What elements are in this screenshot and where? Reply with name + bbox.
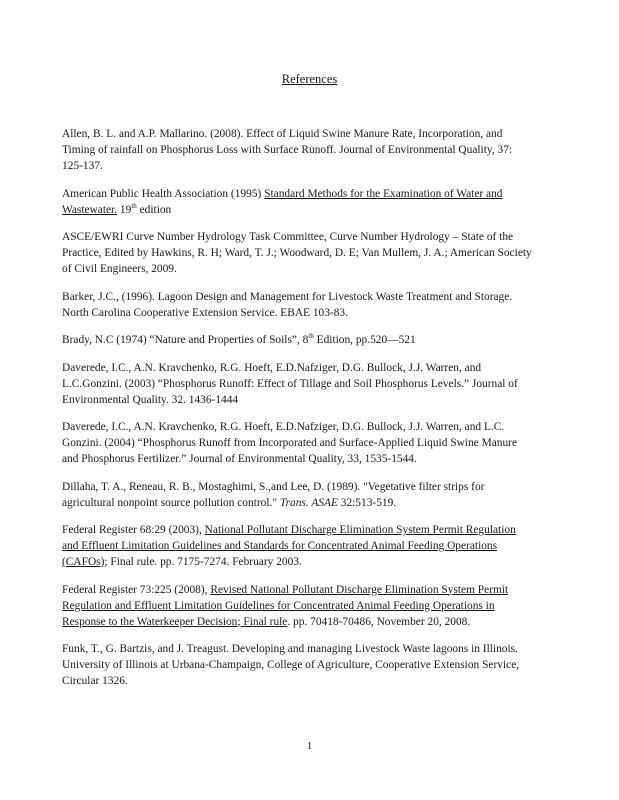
- reference-entry: [62, 479, 532, 511]
- reference-text: Barker, J.C., (1996). Lagoon Design and Management for Livestock Waste Treatment and Storage. North Carolina Cooperative Extension Service. EBAE 103-83.: [62, 290, 513, 319]
- reference-entry: [62, 229, 532, 277]
- reference-entry: [62, 522, 532, 570]
- reference-text: Daverede, I.C., A.N. Kravchenko, R.G. Hoeft, E.D.Nafziger, D.G. Bullock, J.J. Warren, and L.C. Gonzini. (2004) “Phosphorus Runoff from Incorporated and Surface-Applied Liquid Swine Manure and Phosphorus Fertilizer.” Journal of Environmental Quality, 33, 1535-1544.: [62, 421, 517, 465]
- reference-text: Federal Register 73:225 (2008),: [62, 583, 211, 596]
- reference-text: edition: [136, 203, 172, 216]
- reference-text: Federal Register 68:29 (2003),: [62, 524, 205, 536]
- reference-text: ASCE/EWRI Curve Number Hydrology Task Committee, Curve Number Hydrology – State of the Practice, Edited by Hawkins, R. H; Ward, T. J.; Woodward, D. E; Van Mullem, J. A.; American Society of Civil Engineers, 2009.: [62, 231, 532, 275]
- reference-text: Dillaha, T. A., Reneau, R. B., Mostaghimi, S.,and Lee, D. (1989). "Vegetative filter strips for agricultural nonpoint source pollution control.": [62, 480, 485, 509]
- reference-text: Brady, N.C (1974) “Nature and Properties of Soils”, 8: [62, 334, 309, 346]
- reference-text: American Public Health Association (1995): [62, 187, 265, 200]
- reference-text: Allen, B. L. and A.P. Mallarino. (2008). Effect of Liquid Swine Manure Rate, Incorporation, and Timing of rainfall on Phosphorus Loss with Surface Runoff. Journal of Environmental Quality, 37: 125-137.: [62, 128, 513, 172]
- reference-entry: [62, 332, 532, 348]
- reference-text: 32:513-519.: [337, 496, 397, 509]
- reference-entry: [62, 289, 532, 321]
- reference-entry: [62, 360, 532, 408]
- reference-text: . pp. 70418-70486, November 20, 2008.: [287, 615, 471, 628]
- reference-entry: [62, 186, 532, 218]
- reference-entry: [62, 419, 532, 467]
- reference-text: Standard Methods for the Examination of Water and Wastewater.: [62, 187, 503, 216]
- reference-text: Trans. ASAE: [279, 496, 338, 509]
- reference-text: Daverede, I.C., A.N. Kravchenko, R.G. Hoeft, E.D.Nafziger, D.G. Bullock, J.J. Warren, and L.C.Gonzini. (2003) “Phosphorus Runoff: Effect of Tillage and Soil Phosphorus Levels.” Journal of Environmental Quality. 32. 1436-1444: [62, 361, 518, 406]
- reference-text: th: [131, 201, 137, 210]
- reference-text: National Pollutant Discharge Elimination System Permit Regulation and Effluent Limitation Guidelines and Standards for Concentrated Animal Feeding Operations (CAFOs): [62, 524, 516, 568]
- reference-text: ; Final rule. pp. 7175-7274. February 2003.: [104, 556, 302, 568]
- reference-list: [62, 126, 532, 701]
- reference-text: Funk, T., G. Bartzis, and J. Treagust. Developing and managing Livestock Waste lagoons in Illinois. University of Illinois at Urbana-Champaign, College of Agriculture, Cooperative Extension Service, Circular 1326.: [62, 643, 520, 687]
- reference-entry: [62, 126, 532, 174]
- page-number: 1: [306, 740, 313, 752]
- reference-text: Edition, pp.520—521: [313, 334, 416, 346]
- reference-text: th: [308, 332, 314, 341]
- reference-entry: [62, 641, 532, 689]
- page-title: References: [281, 72, 338, 86]
- reference-text: Revised National Pollutant Discharge Elimination System Permit Regulation and Effluent Limitation Guidelines for Concentrated Animal Feeding Operations in Response to the Waterkeeper Decision; Final rule: [62, 583, 509, 628]
- reference-entry: [62, 582, 532, 630]
- reference-text: 19: [117, 203, 132, 216]
